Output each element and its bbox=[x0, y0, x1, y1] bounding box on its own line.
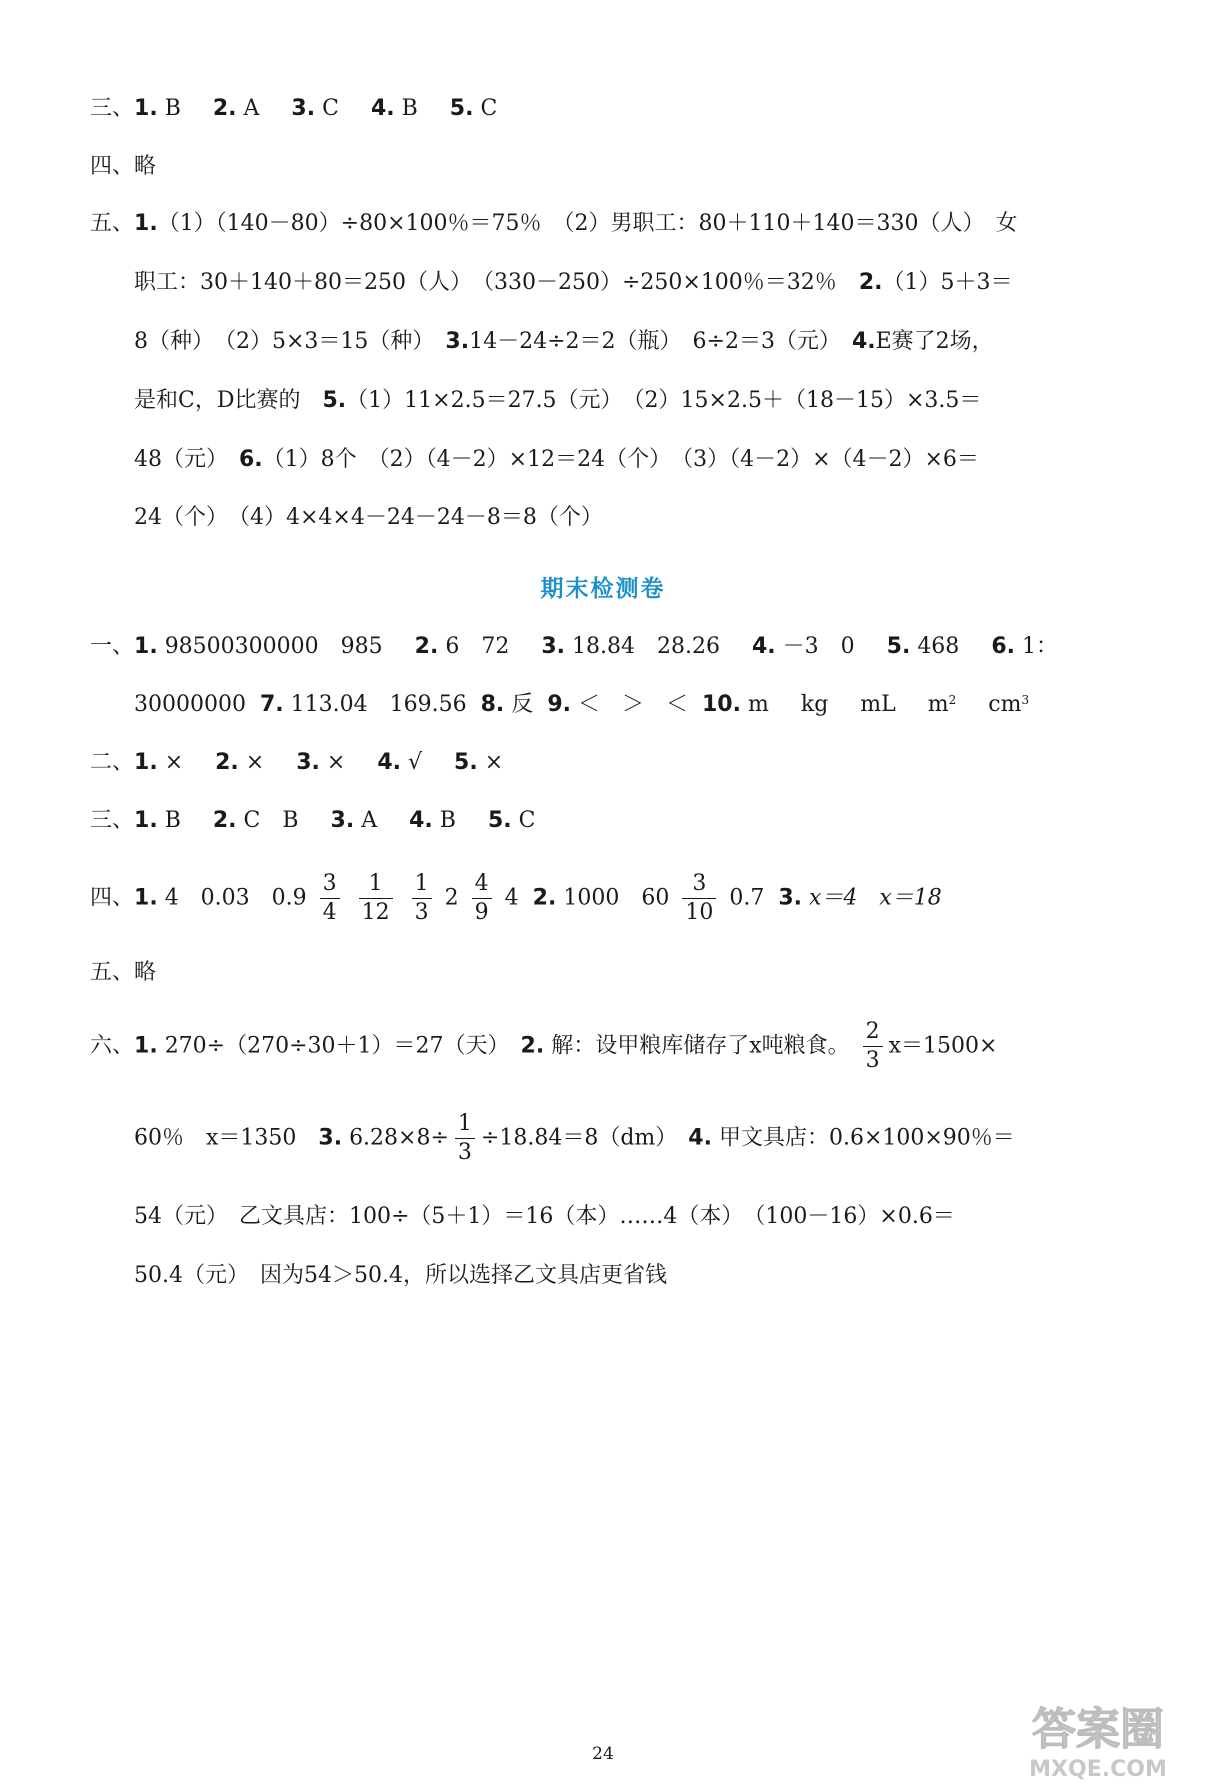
svg-text:答案圈: 答案圈 bbox=[1032, 1704, 1164, 1755]
final-section-5: 五、略 bbox=[90, 960, 157, 985]
prev-section-5-line-2: 职工：30＋140＋80＝250（人） （330－250）÷250×100％＝32％ 2.（1）5＋3＝ bbox=[134, 270, 1013, 295]
prev-section-5-line-3: 8（种） （2）5×3＝15（种） 3.14－24÷2＝2（瓶） 6÷2＝3（元） 4.E赛了2场， bbox=[134, 329, 994, 354]
fraction: $\frac{1}{3}$ bbox=[412, 872, 432, 925]
final-section-6-line-2: 60％ x＝1350 3. 6.28×8÷ $\frac{1}{3}$ ÷18.84＝8（dm） 4. 甲文具店：0.6×100×90％＝ bbox=[134, 1111, 1015, 1166]
svg-text:MXQE.COM: MXQE.COM bbox=[1029, 1757, 1167, 1782]
watermark-logo bbox=[1008, 1696, 1188, 1784]
page-number: 24 bbox=[592, 1744, 614, 1764]
final-section-3: 三、1. B 2. C B 3. A 4. B 5. C bbox=[90, 808, 536, 833]
final-section-4: 四、1. 4 0.03 0.9 $\frac{3}{4}$ $\frac{1}{12}$ $\frac{1}{3}$ 2 $\frac{4}{9}$ 4 2. 1000 60 $\frac{3}{10}$ 0.7 3. x＝4 x＝18 bbox=[90, 871, 942, 926]
prev-section-5-line-5: 48（元） 6.（1）8个 （2）（4－2）×12＝24（个） （3）（4－2）×（4－2）×6＝ bbox=[134, 447, 979, 472]
fraction: $\frac{4}{9}$ bbox=[472, 872, 492, 925]
prev-section-3: 三、1. B 2. A 3. C 4. B 5. C bbox=[90, 96, 498, 121]
fraction: $\frac{3}{10}$ bbox=[682, 872, 716, 925]
final-section-1-line-1: 一、1. 98500300000 985 2. 6 72 3. 18.84 28.26 4. －3 0 5. 468 6. 1： bbox=[90, 634, 1058, 659]
prev-section-5-line-4: 是和C，D比赛的 5.（1）11×2.5＝27.5（元） （2）15×2.5＋（18－15）×3.5＝ bbox=[134, 388, 982, 413]
prev-section-5-line-6: 24（个） （4）4×4×4－24－24－8＝8（个） bbox=[134, 505, 603, 530]
prev-section-5-line-1: 五、1.（1）（140－80）÷80×100％＝75％ （2）男职工：80＋110＋140＝330（人） 女 bbox=[90, 211, 1018, 236]
fraction: $\frac{2}{3}$ bbox=[863, 1020, 883, 1073]
prev-section-4: 四、略 bbox=[90, 154, 157, 179]
fraction: $\frac{3}{4}$ bbox=[320, 872, 340, 925]
fraction: $\frac{1}{3}$ bbox=[455, 1112, 475, 1165]
final-section-6-line-3: 54（元） 乙文具店：100÷（5＋1）＝16（本）……4（本） （100－16）×0.6＝ bbox=[134, 1204, 955, 1229]
final-section-2: 二、1. × 2. × 3. × 4. √ 5. × bbox=[90, 750, 504, 775]
final-section-1-line-2: 30000000 7. 113.04 169.56 8. 反 9. ＜ ＞ ＜ 10. m kg mL $m^2$ $cm^3$ bbox=[134, 692, 1030, 717]
fraction: $\frac{1}{12}$ bbox=[359, 872, 393, 925]
final-section-6-line-1: 六、1. 270÷（270÷30＋1）＝27（天） 2. 解：设甲粮库储存了x吨粮食。 $\frac{2}{3}$ x＝1500× bbox=[90, 1019, 998, 1074]
section-title: 期末检测卷 bbox=[540, 576, 666, 602]
final-section-6-line-4: 50.4（元） 因为54＞50.4，所以选择乙文具店更省钱 bbox=[134, 1263, 667, 1288]
